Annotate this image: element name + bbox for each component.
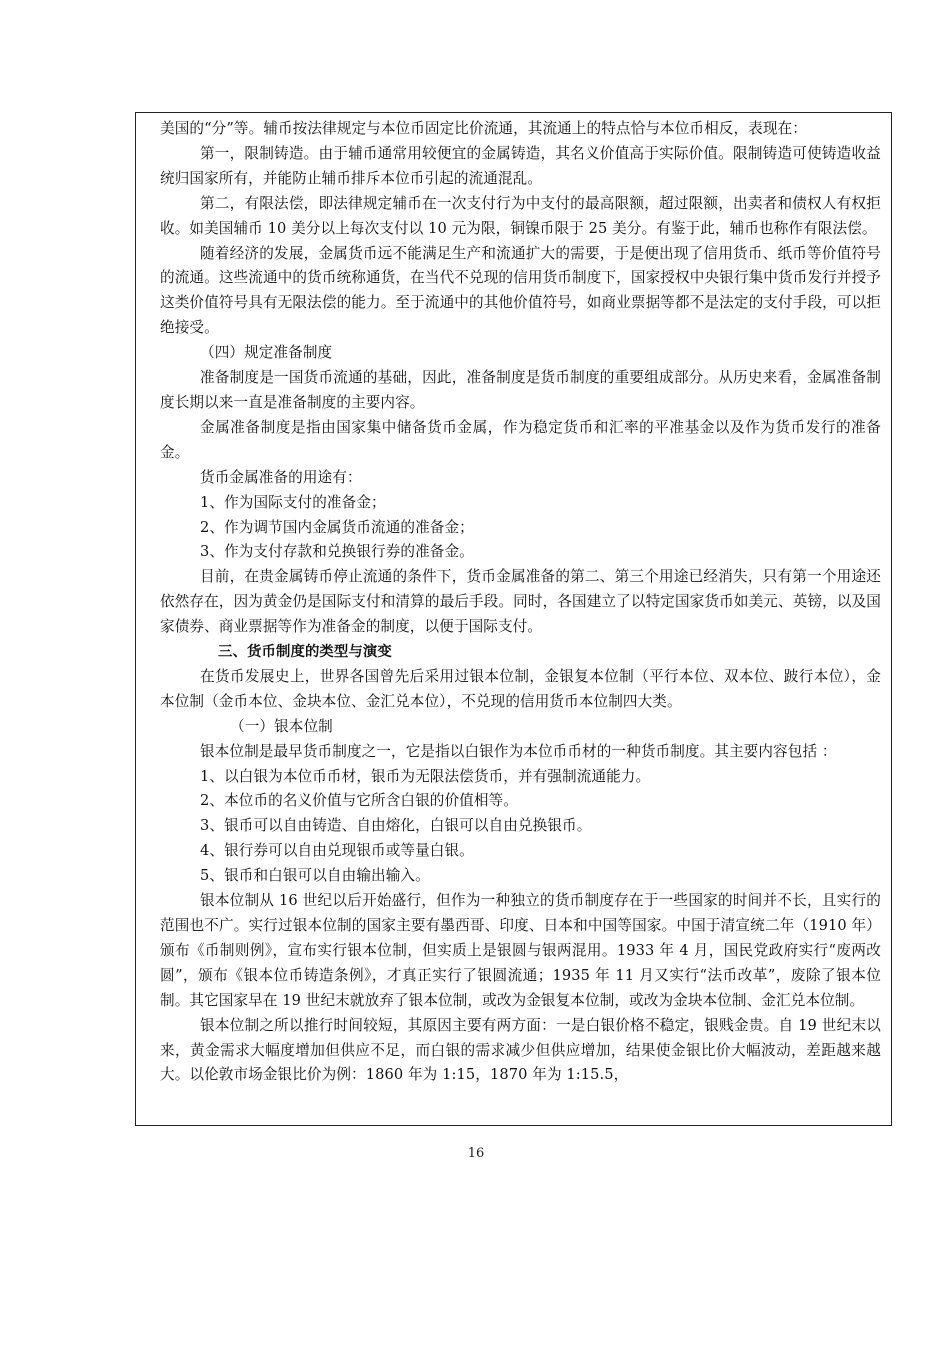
body-paragraph: 4、银行券可以自由兑现银币或等量白银。: [200, 842, 474, 860]
section-heading: 三、货币制度的类型与演变: [218, 644, 392, 661]
body-paragraph: 准备制度是一国货币流通的基础，因此，准备制度是货币制度的重要组成部分。从历史来看，金属准备制度长期以来一直是准备制度的主要内容。: [160, 369, 881, 411]
body-paragraph: 美国的“分”等。辅币按法律规定与本位币固定比价流通，其流通上的特点恰与本位币相反，表现在：: [160, 120, 807, 137]
body-paragraph: 1、以白银为本位币币材，银币为无限法偿货币，并有强制流通能力。: [200, 767, 651, 785]
body-paragraph: （四）规定准备制度: [200, 344, 333, 362]
body-paragraph: 目前，在贵金属铸币停止流通的条件下，货币金属准备的第二、第三个用途已经消失，只有第一个用途还依然存在，因为黄金仍是国际支付和清算的最后手段。同时，各国建立了以特定国家货币如美元、英镑，以及国家债券、商业票据等作为准备金的制度，以便于国际支付。: [160, 568, 881, 636]
body-paragraph: 5、银币和白银可以自由输出输入。: [200, 867, 430, 885]
body-paragraph: 3、作为支付存款和兑换银行券的准备金。: [200, 543, 474, 561]
body-paragraph: 银本位制从 16 世纪以后开始盛行，但作为一种独立的货币制度存在于一些国家的时间并不长，且实行的范围也不广。实行过银本位制的国家主要有墨西哥、印度、日本和中国等国家。中国于清宣统二年（1910 年）颁布《币制则例》，宣布实行银本位制，但实质上是银圆与银两混用。1933 年 4 月，国民党政府实行“废两改圆”，颁布《银本位币铸造条例》，才真正实行了银圆流通；1935 年 11 月又实行“法币改革”，废除了银本位制。其它国家早在 19 世纪末就放弃了银本位制，或改为金银复本位制，或改为金块本位制、金汇兑本位制。: [160, 892, 881, 1009]
body-paragraph: （一）银本位制: [230, 717, 333, 735]
body-paragraph: 银本位制是最早货币制度之一，它是指以白银作为本位币币材的一种货币制度。其主要内容包括 ：: [200, 742, 837, 760]
page-number: 16: [467, 1146, 485, 1161]
document-body-frame: [135, 112, 892, 1126]
body-paragraph: 3、银币可以自由铸造、自由熔化，白银可以自由兑换银币。: [200, 817, 592, 835]
body-paragraph: 1、作为国际支付的准备金；: [200, 493, 386, 511]
paragraph-container: [160, 117, 881, 1088]
body-paragraph: 在货币发展史上，世界各国曾先后采用过银本位制，金银复本位制（平行本位、双本位、跛行本位），金本位制（金币本位、金块本位、金汇兑本位），不兑现的信用货币本位制四大类。: [160, 667, 881, 710]
body-paragraph: 货币金属准备的用途有：: [200, 468, 362, 486]
body-paragraph: 第一，限制铸造。由于辅币通常用较便宜的金属铸造，其名义价值高于实际价值。限制铸造可使铸造收益统归国家所有，并能防止辅币排斥本位币引起的流通混乱。: [160, 144, 881, 187]
body-paragraph: 第二，有限法偿，即法律规定辅币在一次支付行为中支付的最高限额，超过限额，出卖者和债权人有权拒收。如美国辅币 10 美分以上每次支付以 10 元为限，铜镍币限于 25 美分。有鉴于此，辅币也称作有限法偿。: [160, 194, 881, 237]
body-paragraph: 金属准备制度是指由国家集中储备货币金属，作为稳定货币和汇率的平准基金以及作为货币发行的准备金。: [160, 418, 881, 461]
body-paragraph: 2、作为调节国内金属货币流通的准备金；: [200, 518, 474, 536]
body-paragraph: 随着经济的发展，金属货币远不能满足生产和流通扩大的需要，于是便出现了信用货币、纸币等价值符号的流通。这些流通中的货币统称通货，在当代不兑现的信用货币制度下，国家授权中央银行集中货币发行并授予这类价值符号具有无限法偿的能力。至于流通中的其他价值符号，如商业票据等都不是法定的支付手段，可以拒绝接受。: [160, 244, 881, 337]
body-paragraph: 银本位制之所以推行时间较短，其原因主要有两方面：一是白银价格不稳定，银贱金贵。自 19 世纪末以来，黄金需求大幅度增加但供应不足，而白银的需求减少但供应增加，结果使金银比价大幅波动，差距越来越大。以伦敦市场金银比价为例：1860 年为 1:15，1870 年为 1:15.5，: [160, 1016, 881, 1084]
body-paragraph: 2、本位币的名义价值与它所含白银的价值相等。: [200, 792, 518, 810]
